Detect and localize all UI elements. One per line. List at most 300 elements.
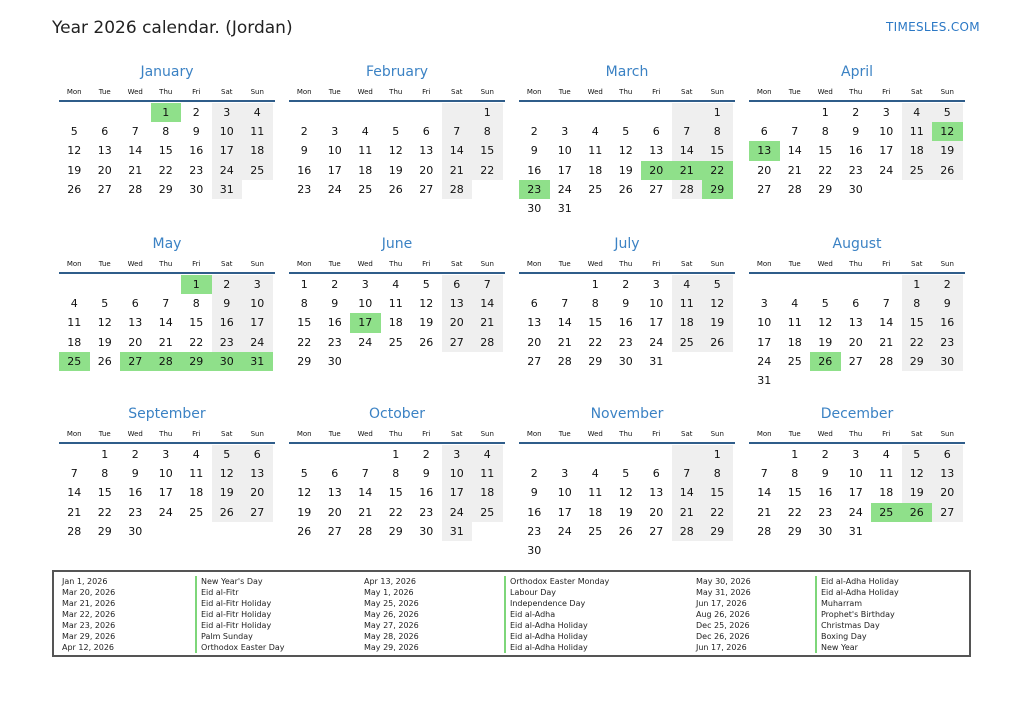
day-cell: 3 — [331, 125, 339, 139]
day-cell: 11 — [902, 122, 933, 141]
day-cell: 28 — [557, 354, 572, 368]
day-cell: 9 — [192, 125, 200, 139]
weekday-header — [289, 86, 505, 102]
empty-cell — [519, 445, 550, 464]
holiday-date: May 1, 2026 — [364, 588, 414, 597]
day-cell: 21 — [787, 163, 802, 177]
day-cell: 13 — [128, 316, 143, 330]
day-cell: 10 — [327, 144, 342, 158]
day-cell: 24 — [158, 505, 173, 519]
weekday-header — [59, 258, 275, 274]
day-cell: 22 — [702, 503, 733, 522]
day-cell: 23 — [932, 333, 963, 352]
holiday-name: Eid al-Adha Holiday — [504, 642, 609, 653]
day-cell: 19 — [419, 316, 434, 330]
month-march — [519, 64, 735, 218]
day-cell: 8 — [902, 294, 933, 313]
day-cell: 26 — [388, 182, 403, 196]
empty-cell — [242, 180, 273, 199]
day-cell: 22 — [97, 505, 112, 519]
day-cell: 28 — [672, 180, 703, 199]
day-cell: 8 — [392, 467, 400, 481]
month-title: April — [841, 64, 873, 80]
empty-cell — [472, 352, 503, 371]
day-cell: 18 — [472, 483, 503, 502]
day-cell: 19 — [388, 163, 403, 177]
empty-cell — [90, 103, 121, 122]
day-cell: 16 — [189, 144, 204, 158]
empty-cell — [641, 541, 672, 560]
day-cell: 17 — [879, 144, 894, 158]
empty-cell — [442, 103, 473, 122]
day-cell: 31 — [557, 201, 572, 215]
weekday-label: Tue — [98, 88, 111, 96]
empty-cell — [780, 275, 811, 294]
day-cell: 3 — [561, 125, 569, 139]
day-cell: 18 — [879, 486, 894, 500]
day-cell: 11 — [672, 294, 703, 313]
weekday-label: Sun — [480, 430, 494, 438]
month-january — [59, 64, 275, 199]
day-cell: 30 — [527, 543, 542, 557]
day-cell: 16 — [527, 505, 542, 519]
weekday-label: Fri — [882, 260, 891, 268]
month-april — [749, 64, 965, 199]
day-cell: 27 — [419, 182, 434, 196]
day-cell: 12 — [618, 144, 633, 158]
day-cell: 29 — [297, 354, 312, 368]
empty-cell — [59, 275, 90, 294]
empty-cell — [932, 180, 963, 199]
day-cell: 30 — [128, 524, 143, 538]
day-cell: 6 — [932, 445, 963, 464]
day-cell: 27 — [242, 503, 273, 522]
weekday-label: Mon — [296, 430, 312, 438]
day-cell: 7 — [131, 125, 139, 139]
day-cell: 15 — [787, 486, 802, 500]
day-cell: 11 — [588, 486, 603, 500]
holiday-date: May 28, 2026 — [364, 632, 419, 641]
day-cell: 28 — [672, 522, 703, 541]
weekday-label: Tue — [788, 88, 801, 96]
day-cell: 3 — [242, 275, 273, 294]
day-cell: 18 — [787, 335, 802, 349]
holiday-name: Christmas Day — [815, 620, 899, 631]
day-cell: 6 — [131, 297, 139, 311]
empty-cell — [59, 445, 90, 464]
holiday-date: Mar 29, 2026 — [62, 632, 116, 641]
day-cell: 24 — [358, 335, 373, 349]
day-cell: 30 — [189, 182, 204, 196]
site-link[interactable]: TIMESLES.COM — [886, 20, 980, 34]
weekday-label: Thu — [849, 260, 863, 268]
weekday-label: Tue — [788, 430, 801, 438]
day-cell: 27 — [442, 333, 473, 352]
empty-cell — [702, 352, 733, 371]
day-cell: 26 — [297, 524, 312, 538]
day-cell: 2 — [331, 278, 339, 291]
day-cell: 3 — [162, 448, 170, 461]
day-cell: 25 — [902, 161, 933, 180]
day-cell: 9 — [530, 144, 538, 158]
weekday-label: Sun — [710, 260, 724, 268]
weekday-label: Mon — [66, 430, 82, 438]
day-cell: 27 — [848, 354, 863, 368]
month-june — [289, 236, 505, 371]
day-cell: 28 — [442, 180, 473, 199]
day-cell: 28 — [787, 182, 802, 196]
day-cell: 8 — [101, 467, 109, 481]
day-cell: 8 — [162, 125, 170, 139]
empty-cell — [120, 275, 151, 294]
day-cell: 30 — [848, 182, 863, 196]
day-cell: 11 — [67, 316, 82, 330]
day-cell: 9 — [821, 467, 829, 481]
day-cell: 7 — [70, 467, 78, 481]
day-cell: 8 — [300, 297, 308, 311]
weekday-label: Thu — [389, 430, 403, 438]
empty-cell — [611, 445, 642, 464]
day-cell: 13 — [932, 464, 963, 483]
day-cell: 20 — [242, 483, 273, 502]
day-cell: 19 — [297, 505, 312, 519]
weekday-label: Thu — [159, 430, 173, 438]
weekday-label: Fri — [652, 88, 661, 96]
day-cell: 22 — [902, 333, 933, 352]
page-title: Year 2026 calendar. (Jordan) — [52, 18, 293, 38]
day-cell: 9 — [422, 467, 430, 481]
day-cell: 4 — [591, 125, 599, 139]
empty-cell — [810, 371, 841, 390]
day-cell: 21 — [672, 161, 703, 180]
day-grid — [59, 274, 275, 371]
day-cell: 23 — [297, 182, 312, 196]
day-cell: 16 — [932, 313, 963, 332]
empty-cell — [381, 352, 412, 371]
day-cell: 28 — [358, 524, 373, 538]
weekday-label: Mon — [296, 260, 312, 268]
day-cell: 1 — [791, 448, 799, 461]
day-cell: 17 — [327, 163, 342, 177]
day-cell: 8 — [591, 297, 599, 311]
day-cell: 11 — [388, 297, 403, 311]
weekday-header — [59, 86, 275, 102]
day-cell: 22 — [158, 163, 173, 177]
day-cell: 24 — [212, 161, 243, 180]
weekday-label: Tue — [558, 88, 571, 96]
day-cell: 26 — [702, 333, 733, 352]
day-cell: 19 — [97, 335, 112, 349]
day-cell: 16 — [618, 316, 633, 330]
day-cell: 12 — [388, 144, 403, 158]
empty-cell — [212, 522, 243, 541]
day-cell: 29 — [388, 524, 403, 538]
day-cell: 12 — [419, 297, 434, 311]
day-cell: 21 — [879, 335, 894, 349]
weekday-label: Sat — [681, 88, 693, 96]
day-cell: 25 — [59, 352, 90, 371]
empty-cell — [749, 275, 780, 294]
day-cell: 20 — [128, 335, 143, 349]
day-cell: 24 — [557, 524, 572, 538]
month-title: May — [152, 236, 182, 252]
day-cell: 24 — [557, 182, 572, 196]
empty-cell — [780, 371, 811, 390]
holiday-date: Mar 21, 2026 — [62, 599, 116, 608]
holiday-name: New Year's Day — [195, 576, 285, 587]
day-cell: 30 — [932, 352, 963, 371]
day-cell: 5 — [70, 125, 78, 139]
day-cell: 6 — [101, 125, 109, 139]
day-cell: 17 — [442, 483, 473, 502]
day-cell: 5 — [212, 445, 243, 464]
weekday-label: Sat — [451, 260, 463, 268]
day-cell: 21 — [442, 161, 473, 180]
weekday-label: Tue — [98, 430, 111, 438]
day-cell: 10 — [442, 464, 473, 483]
day-cell: 22 — [388, 505, 403, 519]
day-cell: 7 — [472, 275, 503, 294]
weekday-label: Tue — [328, 260, 341, 268]
day-cell: 24 — [327, 182, 342, 196]
weekday-label: Mon — [296, 88, 312, 96]
day-cell: 10 — [358, 297, 373, 311]
weekday-label: Sat — [681, 260, 693, 268]
day-cell: 14 — [757, 486, 772, 500]
day-cell: 2 — [212, 275, 243, 294]
empty-cell — [611, 103, 642, 122]
empty-cell — [320, 103, 351, 122]
month-october — [289, 406, 505, 541]
day-cell: 20 — [932, 483, 963, 502]
day-grid — [519, 274, 735, 371]
weekday-label: Wed — [587, 88, 603, 96]
day-cell: 23 — [618, 335, 633, 349]
weekday-label: Mon — [756, 430, 772, 438]
day-cell: 1 — [472, 103, 503, 122]
day-cell: 20 — [442, 313, 473, 332]
holiday-name: Eid al-Adha Holiday — [504, 620, 609, 631]
holiday-name: Eid al-Fitr Holiday — [195, 609, 285, 620]
holiday-list — [52, 570, 971, 657]
weekday-label: Mon — [526, 260, 542, 268]
day-grid — [59, 102, 275, 199]
day-cell: 17 — [848, 486, 863, 500]
day-cell: 18 — [189, 486, 204, 500]
weekday-header — [749, 258, 965, 274]
day-cell: 8 — [192, 297, 200, 311]
holiday-name: Orthodox Easter Monday — [504, 576, 609, 587]
day-cell: 24 — [242, 333, 273, 352]
day-cell: 15 — [702, 141, 733, 160]
day-cell: 18 — [358, 163, 373, 177]
day-cell: 5 — [101, 297, 109, 311]
day-cell: 19 — [212, 483, 243, 502]
day-cell: 7 — [672, 464, 703, 483]
month-december — [749, 406, 965, 541]
day-cell: 1 — [902, 275, 933, 294]
day-cell: 11 — [588, 144, 603, 158]
day-cell: 23 — [189, 163, 204, 177]
month-title: October — [368, 406, 426, 422]
day-cell: 5 — [622, 125, 630, 139]
empty-cell — [932, 371, 963, 390]
day-cell: 1 — [591, 278, 599, 291]
day-cell: 25 — [189, 505, 204, 519]
day-cell: 4 — [242, 103, 273, 122]
weekday-label: Wed — [127, 430, 143, 438]
day-cell: 7 — [162, 297, 170, 311]
day-cell: 4 — [672, 275, 703, 294]
day-cell: 13 — [848, 316, 863, 330]
holiday-date: May 27, 2026 — [364, 621, 419, 630]
day-cell: 20 — [527, 335, 542, 349]
empty-cell — [350, 352, 381, 371]
weekday-label: Wed — [127, 88, 143, 96]
weekday-label: Mon — [756, 88, 772, 96]
holiday-date: Jun 17, 2026 — [696, 643, 747, 652]
day-cell: 15 — [472, 141, 503, 160]
day-cell: 28 — [757, 524, 772, 538]
empty-cell — [550, 103, 581, 122]
day-cell: 3 — [212, 103, 243, 122]
holiday-date: May 29, 2026 — [364, 643, 419, 652]
day-cell: 6 — [760, 125, 768, 139]
day-cell: 26 — [212, 503, 243, 522]
holiday-name-column — [195, 576, 285, 653]
weekday-label: Wed — [817, 88, 833, 96]
holiday-date: May 26, 2026 — [364, 610, 419, 619]
day-cell: 9 — [622, 297, 630, 311]
holiday-date: Apr 12, 2026 — [62, 643, 115, 652]
weekday-label: Sun — [480, 260, 494, 268]
holiday-date: May 25, 2026 — [364, 599, 419, 608]
empty-cell — [672, 445, 703, 464]
day-cell: 26 — [67, 182, 82, 196]
day-cell: 10 — [557, 144, 572, 158]
day-cell: 5 — [300, 467, 308, 481]
day-cell: 14 — [879, 316, 894, 330]
day-cell: 23 — [212, 333, 243, 352]
day-cell: 23 — [128, 505, 143, 519]
holiday-name: Boxing Day — [815, 631, 899, 642]
weekday-label: Thu — [159, 260, 173, 268]
weekday-header — [59, 428, 275, 444]
day-cell: 14 — [442, 141, 473, 160]
day-cell: 11 — [189, 467, 204, 481]
day-cell: 2 — [530, 125, 538, 139]
day-cell: 9 — [331, 297, 339, 311]
day-cell: 5 — [622, 467, 630, 481]
day-cell: 15 — [97, 486, 112, 500]
day-cell: 6 — [652, 125, 660, 139]
day-cell: 2 — [131, 448, 139, 461]
empty-cell — [871, 275, 902, 294]
day-cell: 10 — [158, 467, 173, 481]
day-cell: 1 — [821, 106, 829, 119]
day-cell: 9 — [852, 125, 860, 139]
day-cell: 14 — [67, 486, 82, 500]
empty-cell — [672, 103, 703, 122]
empty-cell — [702, 541, 733, 560]
day-cell: 22 — [472, 161, 503, 180]
day-cell: 9 — [212, 294, 243, 313]
holiday-date-column — [696, 576, 751, 653]
empty-cell — [871, 522, 902, 541]
day-cell: 2 — [622, 278, 630, 291]
weekday-label: Sun — [250, 260, 264, 268]
weekday-label: Sat — [451, 430, 463, 438]
weekday-label: Wed — [127, 260, 143, 268]
day-cell: 11 — [879, 467, 894, 481]
weekday-label: Tue — [558, 430, 571, 438]
empty-cell — [550, 445, 581, 464]
day-cell: 3 — [882, 106, 890, 119]
holiday-date: Mar 22, 2026 — [62, 610, 116, 619]
day-cell: 10 — [757, 316, 772, 330]
month-title: August — [832, 236, 882, 252]
day-cell: 2 — [932, 275, 963, 294]
weekday-label: Thu — [619, 430, 633, 438]
day-cell: 8 — [702, 122, 733, 141]
day-cell: 12 — [212, 464, 243, 483]
month-title: December — [820, 406, 894, 422]
day-cell: 1 — [702, 103, 733, 122]
weekday-label: Wed — [587, 260, 603, 268]
holiday-name: Labour Day — [504, 587, 609, 598]
holiday-name: Eid al-Adha Holiday — [815, 576, 899, 587]
day-cell: 22 — [702, 161, 733, 180]
weekday-label: Thu — [849, 88, 863, 96]
day-cell: 13 — [749, 141, 780, 160]
day-cell: 29 — [588, 354, 603, 368]
empty-cell — [932, 522, 963, 541]
month-november — [519, 406, 735, 560]
day-cell: 1 — [151, 103, 182, 122]
day-cell: 14 — [672, 141, 703, 160]
day-cell: 21 — [472, 313, 503, 332]
day-cell: 29 — [702, 180, 733, 199]
month-august — [749, 236, 965, 390]
day-cell: 7 — [361, 467, 369, 481]
weekday-label: Sat — [221, 260, 233, 268]
day-cell: 5 — [392, 125, 400, 139]
holiday-date-column — [62, 576, 115, 653]
weekday-label: Fri — [422, 88, 431, 96]
holiday-date: May 31, 2026 — [696, 588, 751, 597]
day-cell: 18 — [672, 313, 703, 332]
day-cell: 14 — [672, 483, 703, 502]
day-cell: 19 — [932, 141, 963, 160]
day-cell: 8 — [702, 464, 733, 483]
weekday-label: Fri — [652, 260, 661, 268]
day-cell: 11 — [358, 144, 373, 158]
weekday-header — [289, 258, 505, 274]
day-cell: 31 — [442, 522, 473, 541]
weekday-label: Fri — [192, 430, 201, 438]
weekday-label: Sun — [940, 260, 954, 268]
day-cell: 4 — [192, 448, 200, 461]
day-cell: 7 — [442, 122, 473, 141]
day-cell: 7 — [760, 467, 768, 481]
weekday-label: Sat — [911, 260, 923, 268]
day-cell: 27 — [649, 182, 664, 196]
day-cell: 15 — [388, 486, 403, 500]
day-cell: 9 — [530, 486, 538, 500]
day-cell: 11 — [787, 316, 802, 330]
day-cell: 6 — [530, 297, 538, 311]
day-cell: 21 — [358, 505, 373, 519]
